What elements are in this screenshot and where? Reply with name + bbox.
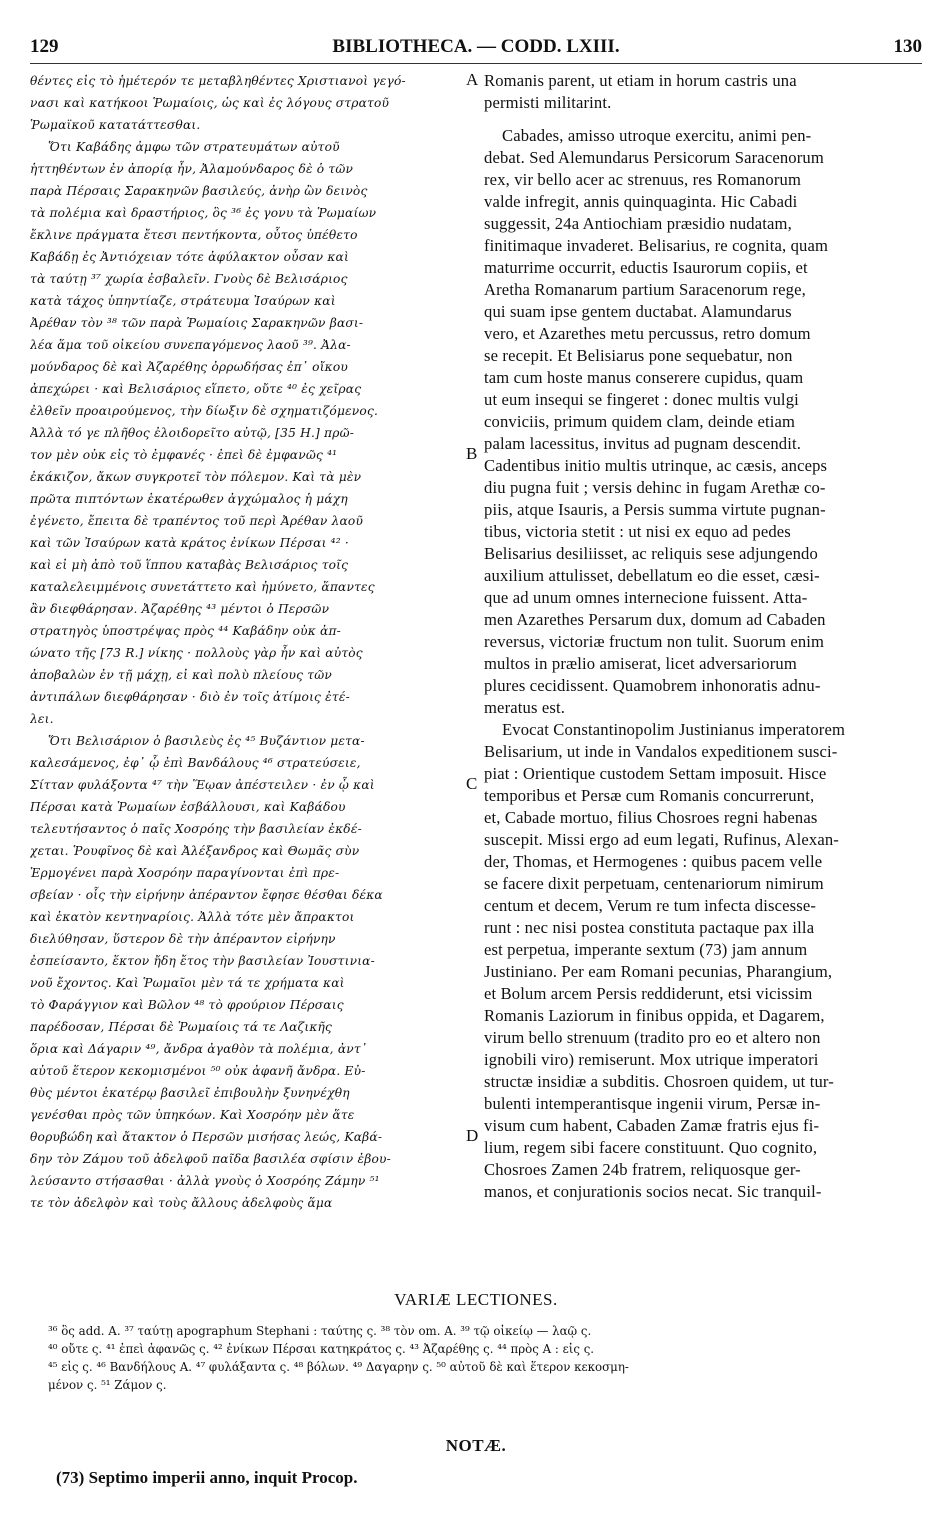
greek-line: καταλελειμμένοις συνετάττετο καὶ ἠμύνετο, ἅπαντες (30, 580, 375, 594)
greek-line: γενέσθαι πρὸς τῶν ὑπηκόων. Καὶ Χοσρόην μὲν ἅτε (30, 1108, 355, 1122)
latin-line: vero, et Azarethes metu percussus, retro domum (484, 324, 811, 343)
latin-line: multos in prælio amiserat, licet adversariorum (484, 654, 797, 673)
latin-line: Romanis parent, ut etiam in horum castris una (484, 71, 797, 90)
notae-heading: NOTÆ. (445, 1436, 507, 1455)
latin-line: valde infregit, annis quinquaginta. Hic Cabadi (484, 192, 798, 211)
latin-line: piat : Orientique custodem Settam imposuit. Hisce (484, 764, 827, 783)
latin-line: men Azarethes Persarum dux, domum ad Cabaden (484, 610, 826, 629)
greek-line: πρῶτα πιπτόντων ἑκατέρωθεν ἀγχώμαλος ἡ μάχη (30, 492, 348, 506)
latin-line: lium, regem sibi facere constituunt. Quo cognito, (484, 1138, 818, 1157)
greek-line: σβείαν · οἷς τὴν εἰρήνην ἀπέραντον ἔφησε θέσθαι δέκα (30, 888, 383, 902)
greek-line: τὰ πολέμια καὶ δραστήριος, ὃς ³⁶ ἐς γονυ τὰ Ῥωμαίων (30, 206, 377, 220)
latin-line: qui suam ipse gentem ductabat. Alamundarus (484, 302, 792, 321)
latin-line: Cabades, amisso utroque exercitu, animi pen- (502, 126, 812, 145)
latin-line: Belisarium, ut inde in Vandalos expeditionem susci- (484, 742, 838, 761)
greek-line: καὶ ἑκατὸν κεντηναρίοις. Ἀλλὰ τότε μὲν ἄπρακτοι (30, 910, 355, 924)
latin-line: der, Thomas, et Hermogenes : quibus pacem velle (484, 852, 823, 871)
latin-line: palam lacessitus, invitus ad pugnam descendit. (484, 434, 802, 453)
latin-line: que ad unum omnes internecione fuissent. Atta- (484, 588, 808, 607)
greek-line: καὶ τῶν Ἰσαύρων κατὰ κράτος ἐνίκων Πέρσαι ⁴² · (30, 536, 349, 550)
greek-line: παρὰ Πέρσαις Σαρακηνῶν βασιλεύς, ἀνὴρ ὢν δεινὸς (30, 184, 368, 198)
greek-line: ἐγένετο, ἔπειτα δὲ τραπέντος τοῦ περὶ Ἀρέθαν λαοῦ (30, 514, 364, 528)
latin-line: permisti militarint. (484, 93, 612, 112)
latin-line: maturrime occurrit, eductis Isaurorum copiis, et (484, 258, 808, 277)
latin-line: conviciis, primum quidem clam, deinde etiam (484, 412, 796, 431)
latin-line: Justiniano. Per eam Romani pecunias, Pharangium, (484, 962, 833, 981)
greek-line: ἂν διεφθάρησαν. Ἀζαρέθης ⁴³ μέντοι ὁ Περσῶν (30, 602, 330, 616)
greek-line: λέα ἅμα τοῦ οἰκείου συνεπαγόμενος λαοῦ ³⁹. Ἀλα- (30, 338, 351, 352)
latin-line: finitimaque invaderet. Belisarius, re cognita, quam (484, 236, 829, 255)
header-rule (30, 63, 922, 64)
variant-reading-line: ⁴⁵ εἰς ς. ⁴⁶ Βανδήλους A. ⁴⁷ φυλάξαντα ς. ⁴⁸ βόλων. ⁴⁹ Δαγαρην ς. ⁵⁰ αὐτοῦ δὲ καὶ ἕτερον κεκοσμη- (48, 1360, 629, 1374)
latin-line: diu pugna fuit ; versis dehinc in fugam Arethæ co- (484, 478, 826, 497)
greek-line: Ἑρμογένει παρὰ Χοσρόην παραγίνονται ἐπὶ πρε- (30, 866, 340, 880)
variae-lectiones-list (48, 1322, 922, 1394)
greek-line: ἐσπείσαντο, ἕκτον ἤδη ἔτος τὴν βασιλείαν Ἰουστινια- (30, 954, 375, 968)
latin-line: Evocat Constantinopolim Justinianus imperatorem (502, 720, 846, 739)
greek-line: αὐτοῦ ἕτερον κεκομισμένοι ⁵⁰ οὐκ ἀφανῆ ἄνδρα. Εὐ- (30, 1064, 366, 1078)
latin-line: se facere dixit perpetuam, centenariorum nimirum (484, 874, 824, 893)
greek-line: ἡττηθέντων ἐν ἀπορίᾳ ἦν, Ἀλαμούνδαρος δὲ ὁ τῶν (30, 162, 354, 176)
greek-line: ἐλθεῖν προαιρούμενος, τὴν δίωξιν δὲ σχηματιζόμενος. (30, 404, 379, 418)
greek-line: παρέδοσαν, Πέρσαι δὲ Ῥωμαίοις τά τε Λαζικῆς (30, 1020, 333, 1034)
latin-line: se recepit. Et Belisiarus pone sequebatur, non (484, 346, 793, 365)
running-title: BIBLIOTHECA. — CODD. LXIII. (332, 36, 620, 57)
greek-line: διελύθησαν, ὕστερον δὲ τὴν ἀπέραντον εἰρήνην (30, 932, 336, 946)
greek-line: κατὰ τάχος ὑπηντίαζε, στράτευμα Ἰσαύρων καὶ (30, 294, 336, 308)
greek-line: μούνδαρος δὲ καὶ Ἀζαρέθης ὀρρωδήσας ἐπ᾽ οἴκου (30, 360, 349, 374)
latin-line: centum et decem, Verum re tum infecta discesse- (484, 896, 817, 915)
variant-reading-line: ³⁶ ὃς add. A. ³⁷ ταύτῃ apographum Stephani : ταύτης ς. ³⁸ τὸν om. A. ³⁹ τῷ οἰκείῳ — λαῷ ς. (48, 1324, 592, 1338)
greek-line: τὸ Φαράγγιον καὶ Βῶλον ⁴⁸ τὸ φρούριον Πέρσαις (30, 998, 344, 1012)
greek-line: τον μὲν οὐκ εἰς τὸ ἐμφανές · ἐπεὶ δὲ ἐμφανῶς ⁴¹ (30, 448, 338, 462)
variant-reading-line: ⁴⁰ οὔτε ς. ⁴¹ ἐπεὶ ἀφανῶς ς. ⁴² ἐνίκων Πέρσαι κατηκράτος ς. ⁴³ Ἀζαρέθης ς. ⁴⁴ πρὸς A : εἰς ς. (48, 1342, 595, 1356)
latin-line: manos, et conjurationis socios necat. Sic tranquil- (484, 1182, 822, 1201)
greek-line: ἐκάκιζον, ἄκων συγκροτεῖ τὸν πόλεμον. Καὶ τὰ μὲν (30, 470, 362, 484)
page-number-right: 130 (893, 36, 922, 57)
greek-line: στρατηγὸς ὑποστρέψας πρὸς ⁴⁴ Καβάδην οὐκ ἀπ- (30, 624, 341, 638)
section-marker-b: B (466, 444, 478, 463)
greek-line: λει. (30, 712, 54, 726)
latin-line: suscepit. Missi ergo ad eum legati, Rufinus, Alexan- (484, 830, 839, 849)
greek-line: Ἀλλὰ τό γε πλῆθος ἐλοιδορεῖτο αὐτῷ, [35 H.] πρῶ- (30, 426, 355, 440)
latin-line: structæ insidiæ a subditis. Chosroen quidem, ut tur- (484, 1072, 834, 1091)
latin-line: reversus, victoriæ fructum non tulit. Suorum enim (484, 632, 825, 651)
latin-line: ignobili viro) remiserunt. Mox utrique imperatori (484, 1050, 819, 1069)
greek-line: τε τὸν ἀδελφὸν καὶ τοὺς ἄλλους ἀδελφοὺς ἅμα (30, 1196, 333, 1210)
paragraph-gap (484, 114, 924, 125)
latin-line: piis, atque Isauris, a Persis summa virtute pugnan- (484, 500, 826, 519)
greek-line: ὅρια καὶ Δάγαριν ⁴⁹, ἄνδρα ἀγαθὸν τὰ πολέμια, ἀντ᾽ (30, 1042, 368, 1056)
latin-line: est perpetua, imperante sextum (73) jam annum (484, 940, 808, 959)
latin-line: ut eum insequi se fingeret : donec multis vulgi (484, 390, 799, 409)
latin-line: plures cecidissent. Quamobrem inhonoratis adnu- (484, 676, 821, 695)
greek-line: Ὅτι Καβάδης ἀμφω τῶν στρατευμάτων αὐτοῦ (48, 140, 340, 154)
greek-line: νασι καὶ κατήκοοι Ῥωμαίοις, ὡς καὶ ἐς λόγους στρατοῦ (30, 96, 390, 110)
greek-line: Καβάδῃ ἐς Ἀντιόχειαν τότε ἀφύλακτον οὖσαν καὶ (30, 250, 349, 264)
greek-line: λεύσαντο στήσασθαι · ἀλλὰ γνοὺς ὁ Χοσρόης Ζάμην ⁵¹ (30, 1174, 380, 1188)
latin-line: et Bolum arcem Persis reddiderunt, etsi vicissim (484, 984, 813, 1003)
greek-line: νοῦ ἔχοντος. Καὶ Ῥωμαῖοι μὲν τά τε χρήματα καὶ (30, 976, 345, 990)
latin-line: Belisarius desiliisset, ac reliquis sese adjungendo (484, 544, 818, 563)
greek-line: ώνατο τῆς [73 R.] νίκης · πολλοὺς γὰρ ἦν καὶ αὐτὸς (30, 646, 363, 660)
greek-line: χεται. Ῥουφῖνος δὲ καὶ Ἀλέξανδρος καὶ Θωμᾶς σὺν (30, 844, 360, 858)
latin-line: Romanis Laziorum in finibus oppida, et Dagarem, (484, 1006, 825, 1025)
greek-line: θορυβώδη καὶ ἄτακτον ὁ Περσῶν μισήσας λεώς, Καβά- (30, 1130, 383, 1144)
greek-line: καὶ εἰ μὴ ἀπὸ τοῦ ἵππου καταβὰς Βελισάριος τοῖς (30, 558, 349, 572)
latin-line: tibus, victoria stetit : ut nisi ex equo ad pedes (484, 522, 791, 541)
section-marker-c: C (466, 774, 478, 793)
latin-line: suggessit, 24a Antiochiam præsidio nudatam, (484, 214, 792, 233)
latin-line: tam cum hoste manus conserere cupidus, quam (484, 368, 804, 387)
page-number-left: 129 (30, 36, 59, 57)
latin-line: temporibus et Persæ cum Romanis concurrerunt, (484, 786, 815, 805)
greek-line: Ἀρέθαν τὸν ³⁸ τῶν παρὰ Ῥωμαίοις Σαρακηνῶν βασι- (30, 316, 364, 330)
latin-line: meratus est. (484, 698, 566, 717)
latin-line: bulenti intemperantisque ingenii virum, Persæ in- (484, 1094, 821, 1113)
latin-line: Chosroes Zamen 24b fratrem, reliquosque ger- (484, 1160, 801, 1179)
greek-line: Σίτταν φυλάξοντα ⁴⁷ τὴν Ἕῳαν ἀπέστειλεν · ἐν ᾧ καὶ (30, 778, 375, 792)
greek-line: καλεσάμενος, ἐφ᾽ ᾧ ἐπὶ Βανδάλους ⁴⁶ στρατεύσειε, (30, 756, 361, 770)
section-marker-a: A (466, 70, 479, 89)
greek-line: ἀπεχώρει · καὶ Βελισάριος εἵπετο, οὔτε ⁴⁰ ἐς χεῖρας (30, 382, 362, 396)
greek-line: ἀποβαλὼν ἐν τῇ μάχῃ, εἰ καὶ πολὺ πλείους τῶν (30, 668, 332, 682)
latin-column (484, 70, 924, 1203)
latin-line: et, Cabade mortuo, filius Chosroes regni habenas (484, 808, 818, 827)
latin-line: runt : nec nisi postea constituta pactaque pax illa (484, 918, 815, 937)
latin-line: Aretha Romanarum partium Saracenorum rege, (484, 280, 806, 299)
greek-line: τελευτήσαντος ὁ παῖς Χοσρόης τὴν βασιλείαν ἐκδέ- (30, 822, 362, 836)
greek-line: θέντες εἰς τὸ ἡμέτερόν τε μεταβληθέντες Χριστιανοὶ γεγό- (30, 74, 406, 88)
greek-line: ἔκλινε πράγματα ἔτεσι πεντήκοντα, οὗτος ὑπέθετο (30, 228, 358, 242)
latin-line: Cadentibus initio multis utrinque, ac cæsis, anceps (484, 456, 828, 475)
latin-line: debat. Sed Alemundarus Persicorum Saracenorum (484, 148, 824, 167)
greek-column (30, 70, 466, 1214)
latin-line: rex, vir bello acer ac strenuus, res Romanorum (484, 170, 802, 189)
latin-line: virum bello strenuum (tradito pro eo et altero non (484, 1028, 821, 1047)
greek-line: θὺς μέντοι ἑκατέρῳ βασιλεῖ ἐπιβουλὴν ξυνηνέχθη (30, 1086, 350, 1100)
latin-line: auxilium attulisset, debellatum eo die esset, cæsi- (484, 566, 820, 585)
greek-line: ἀντιπάλων διεφθάρησαν · διὸ ἐν τοῖς ἀτίμοις ἐτέ- (30, 690, 350, 704)
greek-line: δην τὸν Ζάμου τοῦ ἀδελφοῦ παῖδα βασιλέα σφίσιν ἐβου- (30, 1152, 391, 1166)
latin-line: visum cum habent, Cabaden Zamæ fratris ejus fi- (484, 1116, 820, 1135)
running-header (30, 36, 922, 62)
greek-line: Ὅτι Βελισάριον ὁ βασιλεὺς ἐς ⁴⁵ Βυζάντιον μετα- (48, 734, 365, 748)
greek-line: Ῥωμαϊκοῦ κατατάττεσθαι. (30, 118, 201, 132)
greek-line: τὰ ταύτῃ ³⁷ χωρία ἐσβαλεῖν. Γνοὺς δὲ Βελισάριος (30, 272, 348, 286)
variant-reading-line: μένον ς. ⁵¹ Ζάμον ς. (48, 1378, 167, 1392)
section-marker-d: D (466, 1126, 479, 1145)
variae-lectiones-heading: VARIÆ LECTIONES. (394, 1290, 558, 1309)
footnote-73: (73) Septimo imperii anno, inquit Procop. (56, 1468, 358, 1487)
greek-line: Πέρσαι κατὰ Ῥωμαίων ἐσβάλλουσι, καὶ Καβάδου (30, 800, 346, 814)
